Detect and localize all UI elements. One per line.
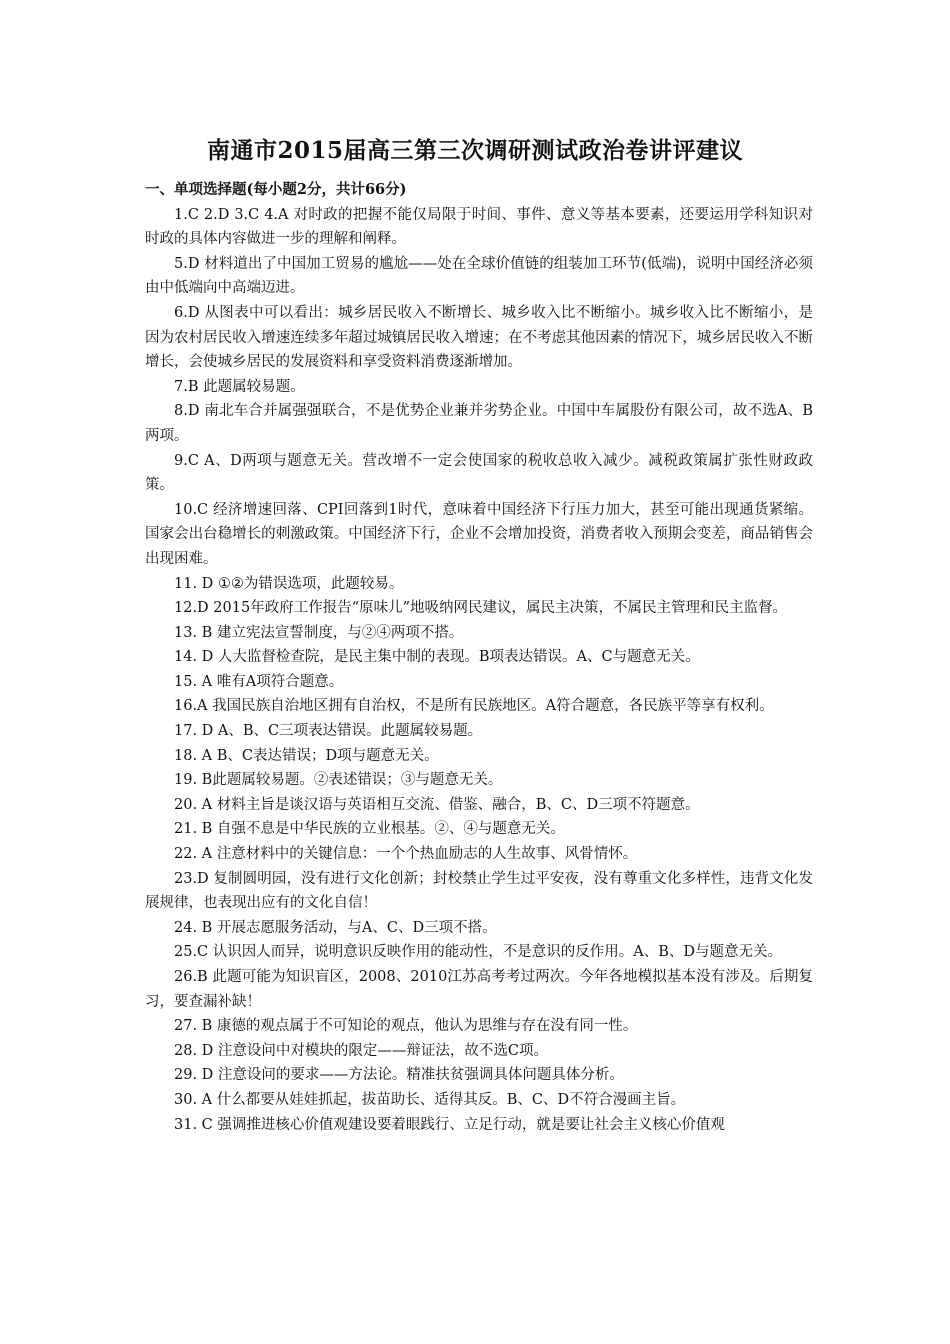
answer-item-1-4: 1.C 2.D 3.C 4.A 对时政的把握不能仅局限于时间、事件、意义等基本要素，还要运用学科知识对时政的具体内容做进一步的理解和阐释。 <box>145 206 813 248</box>
section-heading: 一、单项选择题(每小题2分，共计66分) <box>145 181 407 198</box>
document-title: 南通市2015届高三第三次调研测试政治卷讲评建议 <box>206 137 743 164</box>
answer-item-13: 13. B 建立宪法宣誓制度，与②④两项不搭。 <box>174 624 464 641</box>
answer-item-5: 5.D 材料道出了中国加工贸易的尴尬——处在全球价值链的组装加工环节(低端)，说明中国经济必须由中低端向中高端迈进。 <box>145 255 813 297</box>
answer-item-27: 27. B 康德的观点属于不可知论的观点，他认为思维与存在没有同一性。 <box>174 1018 638 1035</box>
answer-item-28: 28. D 注意设问中对模块的限定——辩证法，故不选C项。 <box>174 1042 548 1059</box>
answer-item-21: 21. B 自强不息是中华民族的立业根基。②、④与题意无关。 <box>174 821 565 838</box>
answer-item-10: 10.C 经济增速回落、CPI回落到1时代，意味着中国经济下行压力加大，甚至可能出现通货紧缩。国家会出台稳增长的刺激政策。中国经济下行，企业不会增加投资，消费者收入预期会变差，商品销售会出现困难。 <box>145 501 813 567</box>
answer-item-24: 24. B 开展志愿服务活动，与A、C、D三项不搭。 <box>174 919 497 936</box>
answer-item-18: 18. A B、C表达错误；D项与题意无关。 <box>174 747 439 764</box>
answer-item-14: 14. D 人大监督检查院，是民主集中制的表现。B项表达错误。A、C与题意无关。 <box>174 649 700 666</box>
answer-item-25: 25.C 认识因人而异，说明意识反映作用的能动性，不是意识的反作用。A、B、D与题意无关。 <box>174 944 783 961</box>
answer-item-29: 29. D 注意设问的要求——方法论。精准扶贫强调具体问题具体分析。 <box>174 1067 624 1084</box>
answer-item-22: 22. A 注意材料中的关键信息：一个个热血励志的人生故事、风骨情怀。 <box>174 846 638 863</box>
answer-item-20: 20. A 材料主旨是谈汉语与英语相互交流、借鉴、融合，B、C、D三项不符题意。 <box>174 796 700 813</box>
document-body <box>145 178 813 1137</box>
answer-item-31: 31. C 强调推进核心价值观建设要着眼践行、立足行动，就是要让社会主义核心价值观 <box>174 1116 725 1133</box>
answer-item-17: 17. D A、B、C三项表达错误。此题属较易题。 <box>174 723 483 740</box>
answer-item-16: 16.A 我国民族自治地区拥有自治权，不是所有民族地区。A符合题意，各民族平等享有权利。 <box>174 698 774 715</box>
answer-item-7: 7.B 此题属较易题。 <box>174 378 305 395</box>
answer-item-11: 11. D ①②为错误选项，此题较易。 <box>174 575 404 592</box>
answer-item-15: 15. A 唯有A项符合题意。 <box>174 673 344 690</box>
answer-item-23: 23.D 复制圆明园，没有进行文化创新；封校禁止学生过平安夜，没有尊重文化多样性，违背文化发展规律，也表现出应有的文化自信！ <box>145 870 813 912</box>
answer-item-9: 9.C A、D两项与题意无关。营改增不一定会使国家的税收总收入减少。减税政策属扩张性财政政策。 <box>145 452 813 494</box>
answer-item-8: 8.D 南北车合并属强强联合，不是优势企业兼并劣势企业。中国中车属股份有限公司，故不选A、B两项。 <box>145 403 813 444</box>
answer-item-19: 19. B此题属较易题。②表述错误；③与题意无关。 <box>174 772 503 789</box>
answer-item-6: 6.D 从图表中可以看出：城乡居民收入不断增长、城乡收入比不断缩小。城乡收入比不断缩小，是因为农村居民收入增速连续多年超过城镇居民收入增速；在不考虑其他因素的情况下，城乡居民收入不断增长，会使城乡居民的发展资料和享受资料消费逐渐增加。 <box>145 304 813 371</box>
answer-item-26: 26.B 此题可能为知识盲区，2008、2010江苏高考考过两次。今年各地模拟基本没有涉及。后期复习，要查漏补缺！ <box>145 969 813 1010</box>
answer-item-30: 30. A 什么都要从娃娃抓起，拔苗助长、适得其反。B、C、D不符合漫画主旨。 <box>174 1091 686 1108</box>
answer-item-12: 12.D 2015年政府工作报告“原味儿”地吸纳网民建议，属民主决策，不属民主管理和民主监督。 <box>174 600 788 617</box>
